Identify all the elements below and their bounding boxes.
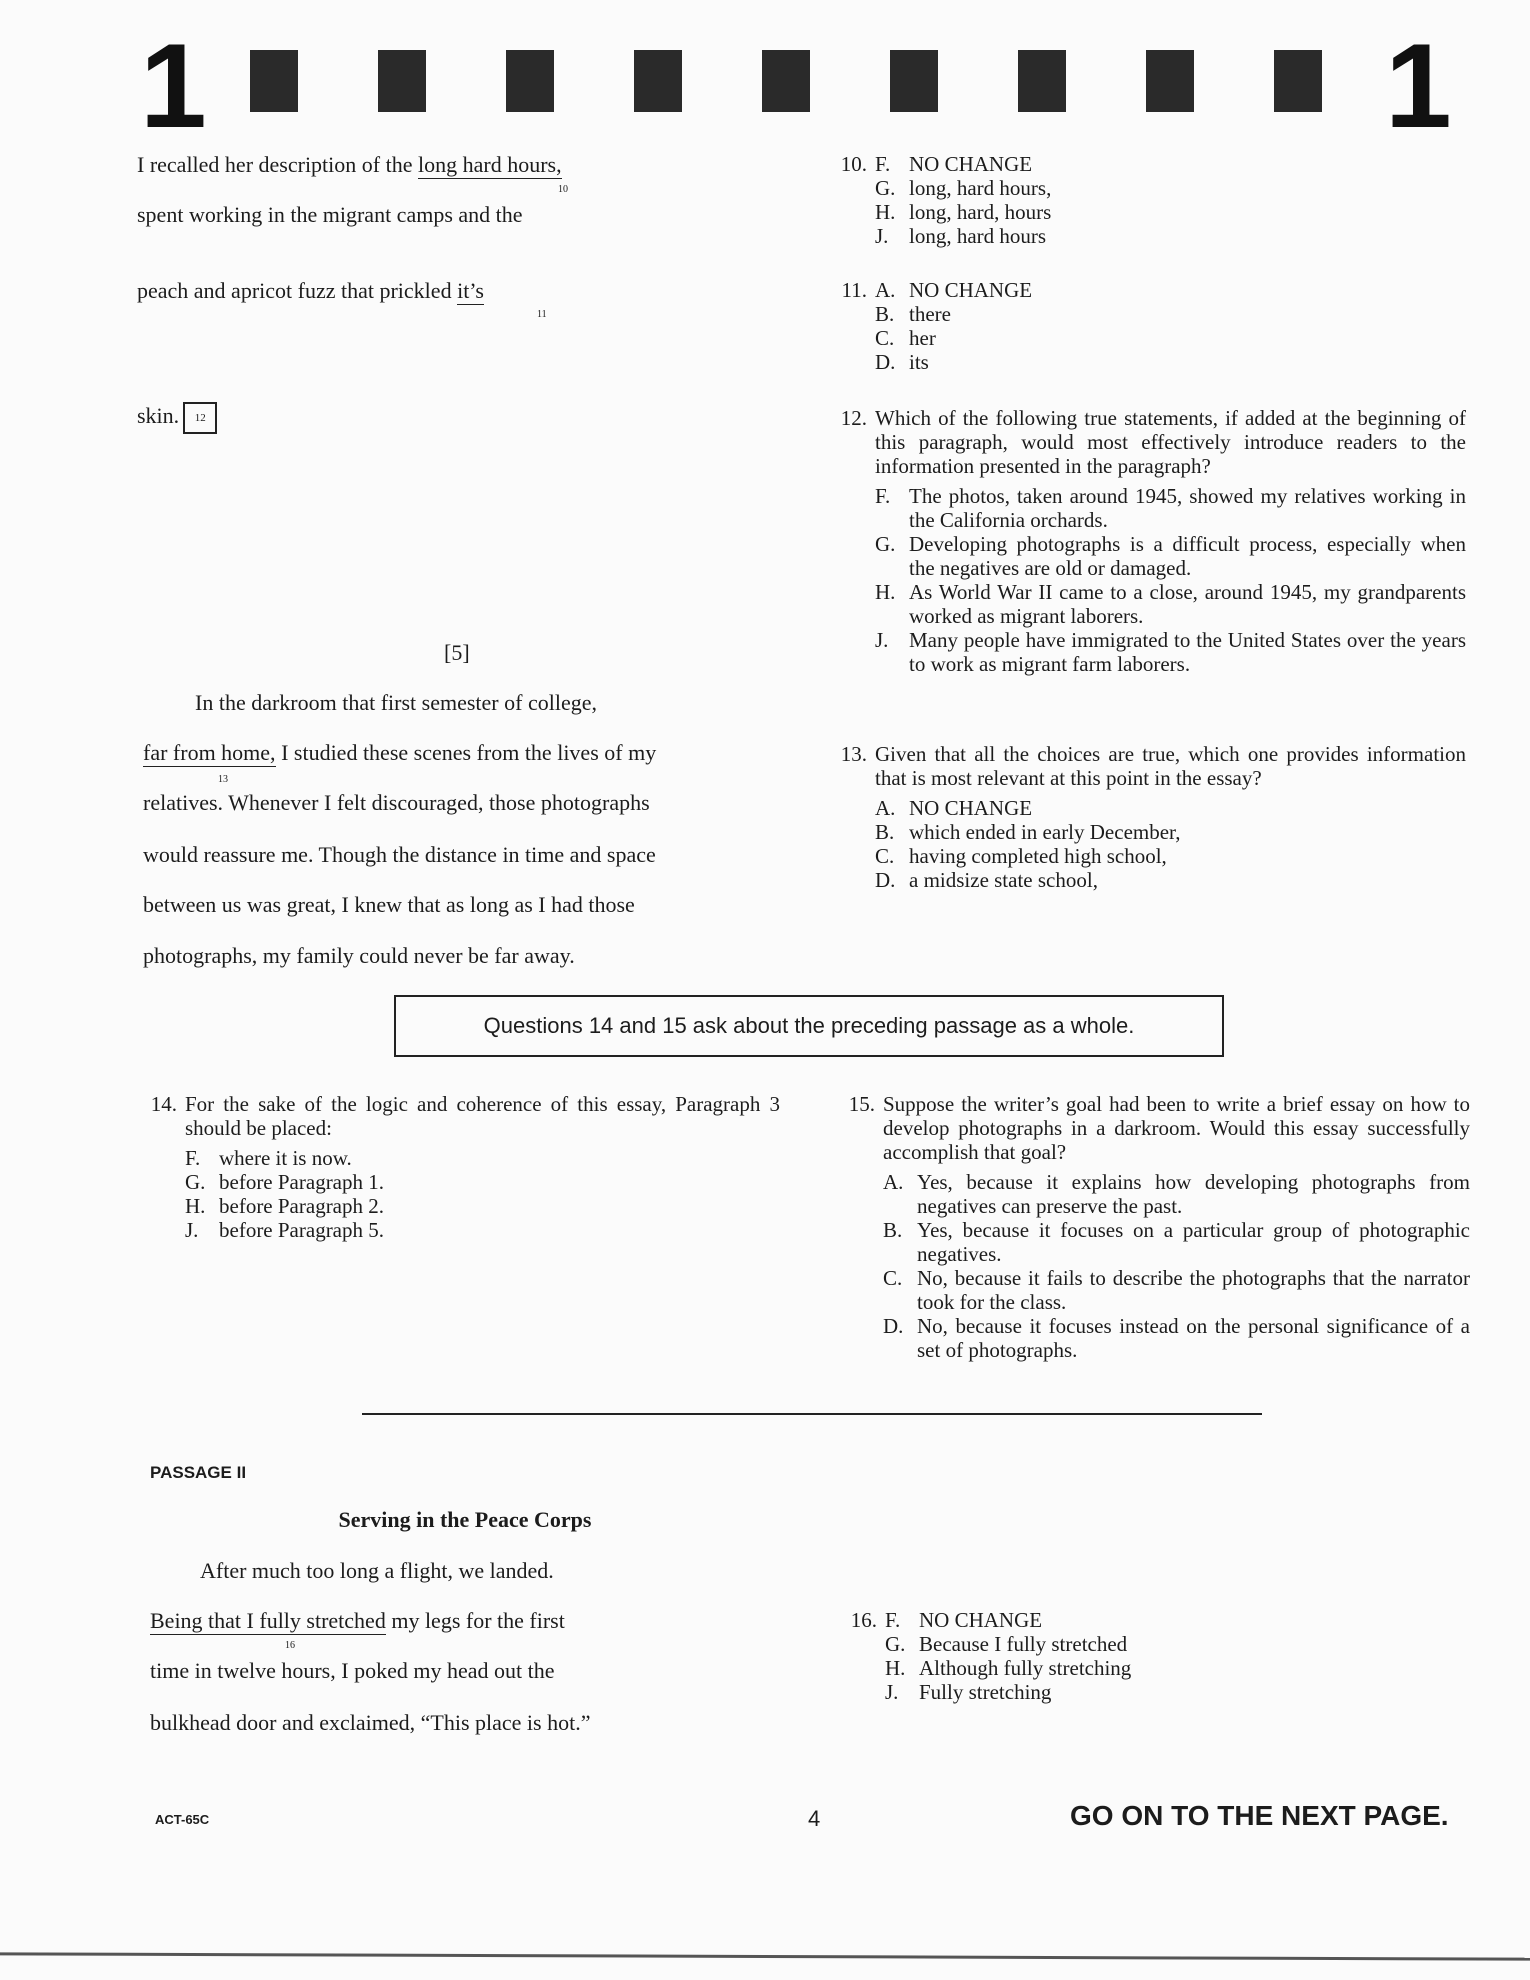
passage-line: relatives. Whenever I felt discouraged, those photographs bbox=[143, 790, 650, 815]
answer-option[interactable]: B. there bbox=[875, 302, 951, 326]
header-block bbox=[1146, 50, 1194, 112]
header-block bbox=[1274, 50, 1322, 112]
question-11: 11. A. NO CHANGE B. there C. her D. its bbox=[830, 278, 1160, 374]
answer-option[interactable]: H. before Paragraph 2. bbox=[185, 1194, 385, 1218]
answer-option[interactable]: D. its bbox=[875, 350, 929, 374]
header-block bbox=[762, 50, 810, 112]
next-page-notice: GO ON TO THE NEXT PAGE. bbox=[1070, 1800, 1449, 1831]
passage-line: bulkhead door and exclaimed, “This place is hot.” bbox=[150, 1710, 591, 1735]
section-divider bbox=[362, 1413, 1262, 1415]
question-12: 12. Which of the following true statements, if added at the beginning of this paragraph, would most effectively introduce readers to the information presented in the paragraph? F. The photos, taken around 1945, showed my relatives working in the California orchards. G. Developing photographs is a difficult process, especially when the negatives are old or damaged. H. As World War II came to a close, around 1945, my grandparents worked as migrant laborers. J. Many people have immigrated to the United States over the years to work as migrant farm laborers. bbox=[830, 406, 1466, 676]
underline-number-10: 10 bbox=[558, 184, 568, 195]
section-number-left: 1 bbox=[140, 19, 207, 153]
underlined-phrase-13: far from home, bbox=[143, 740, 276, 765]
passage-whole-note: Questions 14 and 15 ask about the preceding passage as a whole. bbox=[394, 995, 1224, 1057]
underlined-phrase-16: Being that I fully stretched bbox=[150, 1608, 386, 1633]
answer-option[interactable]: J. long, hard hours bbox=[875, 224, 1047, 248]
passage-line: between us was great, I knew that as long as I had those bbox=[143, 892, 635, 917]
question-16: 16. F. NO CHANGE G. Because I fully stretched H. Although fully stretching J. Fully stretching bbox=[840, 1608, 1200, 1704]
answer-option[interactable]: H. As World War II came to a close, around 1945, my grandparents worked as migrant laborers. bbox=[875, 580, 1466, 628]
answer-option[interactable]: G. before Paragraph 1. bbox=[185, 1170, 385, 1194]
header-block bbox=[634, 50, 682, 112]
passage-line: far from home, I studied these scenes from the lives of my bbox=[143, 740, 657, 765]
underline-number-13: 13 bbox=[218, 774, 228, 785]
header-block bbox=[1018, 50, 1066, 112]
answer-option[interactable]: A. NO CHANGE bbox=[875, 796, 1033, 820]
answer-option[interactable]: C. having completed high school, bbox=[875, 844, 1167, 868]
answer-option[interactable]: C. No, because it fails to describe the photographs that the narrator took for the class. bbox=[883, 1266, 1470, 1314]
header-block bbox=[378, 50, 426, 112]
passage-line: photographs, my family could never be far away. bbox=[143, 943, 575, 968]
answer-option[interactable]: B. Yes, because it focuses on a particular group of photographic negatives. bbox=[883, 1218, 1470, 1266]
answer-option[interactable]: J. Fully stretching bbox=[885, 1680, 1052, 1704]
answer-option[interactable]: D. a midsize state school, bbox=[875, 868, 1098, 892]
passage-line: Being that I fully stretched my legs for the first bbox=[150, 1608, 565, 1633]
question-15: 15. Suppose the writer’s goal had been to write a brief essay on how to develop photographs in a darkroom. Would this essay successfully accomplish that goal? A. Yes, because it explains how developing photographs from negatives can preserve the past. B. Yes, because it focuses on a particular group of photographic negatives. C. No, because it fails to describe the photographs that the narrator took for the class. D. No, because it focuses instead on the personal significance of a set of photographs. bbox=[838, 1092, 1470, 1362]
question-13: 13. Given that all the choices are true, which one provides information that is most relevant at this point in the essay? A. NO CHANGE B. which ended in early December, C. having completed high school, D. a midsize state school, bbox=[830, 742, 1466, 892]
page-number: 4 bbox=[808, 1806, 821, 1831]
passage-title: Serving in the Peace Corps bbox=[338, 1507, 592, 1532]
paragraph-number: [5] bbox=[444, 640, 470, 665]
answer-option[interactable]: A. Yes, because it explains how developing photographs from negatives can preserve the past. bbox=[883, 1170, 1470, 1218]
question-10: 10. F. NO CHANGE G. long, hard hours, H. long, hard, hours J. long, hard hours bbox=[830, 152, 1160, 248]
passage-line: peach and apricot fuzz that prickled it’s bbox=[137, 278, 484, 303]
answer-option[interactable]: G. Developing photographs is a difficult process, especially when the negatives are old or damaged. bbox=[875, 532, 1466, 580]
passage-line: would reassure me. Though the distance in time and space bbox=[143, 842, 656, 867]
header-block bbox=[890, 50, 938, 112]
section-number-right: 1 bbox=[1385, 19, 1452, 153]
scan-edge bbox=[0, 1952, 1530, 1960]
answer-option[interactable]: F. The photos, taken around 1945, showed my relatives working in the California orchards. bbox=[875, 484, 1466, 532]
answer-option[interactable]: G. long, hard hours, bbox=[875, 176, 1052, 200]
passage-line: After much too long a flight, we landed. bbox=[200, 1558, 554, 1583]
answer-option[interactable]: H. long, hard, hours bbox=[875, 200, 1052, 224]
underlined-phrase-11: it’s bbox=[457, 278, 484, 303]
test-code: ACT-65C bbox=[155, 1812, 210, 1827]
answer-option[interactable]: B. which ended in early December, bbox=[875, 820, 1181, 844]
answer-option[interactable]: H. Although fully stretching bbox=[885, 1656, 1132, 1680]
passage-line: time in twelve hours, I poked my head out the bbox=[150, 1658, 555, 1683]
answer-option[interactable]: G. Because I fully stretched bbox=[885, 1632, 1128, 1656]
underline-number-11: 11 bbox=[537, 309, 547, 320]
passage-line: spent working in the migrant camps and the bbox=[137, 202, 523, 227]
question-14: 14. For the sake of the logic and coherence of this essay, Paragraph 3 should be placed: F. where it is now. G. before Paragraph 1. H. before Paragraph 2. J. before Paragraph 5. bbox=[140, 1092, 780, 1242]
passage-label: PASSAGE II bbox=[150, 1463, 247, 1482]
header-block bbox=[250, 50, 298, 112]
passage-line: I recalled her description of the long hard hours, bbox=[137, 152, 562, 177]
header-block bbox=[506, 50, 554, 112]
answer-option[interactable]: F. where it is now. bbox=[185, 1146, 352, 1170]
passage-line: skin. 12 bbox=[137, 402, 217, 434]
question-box-12: 12 bbox=[183, 402, 217, 434]
underline-number-16: 16 bbox=[285, 1640, 295, 1651]
answer-option[interactable]: J. before Paragraph 5. bbox=[185, 1218, 385, 1242]
passage-line: In the darkroom that first semester of college, bbox=[195, 690, 597, 715]
answer-option[interactable]: D. No, because it focuses instead on the personal significance of a set of photographs. bbox=[883, 1314, 1470, 1362]
answer-option[interactable]: C. her bbox=[875, 326, 936, 350]
answer-option[interactable]: J. Many people have immigrated to the United States over the years to work as migrant farm laborers. bbox=[875, 628, 1466, 676]
underlined-phrase-10: long hard hours, bbox=[417, 152, 562, 177]
